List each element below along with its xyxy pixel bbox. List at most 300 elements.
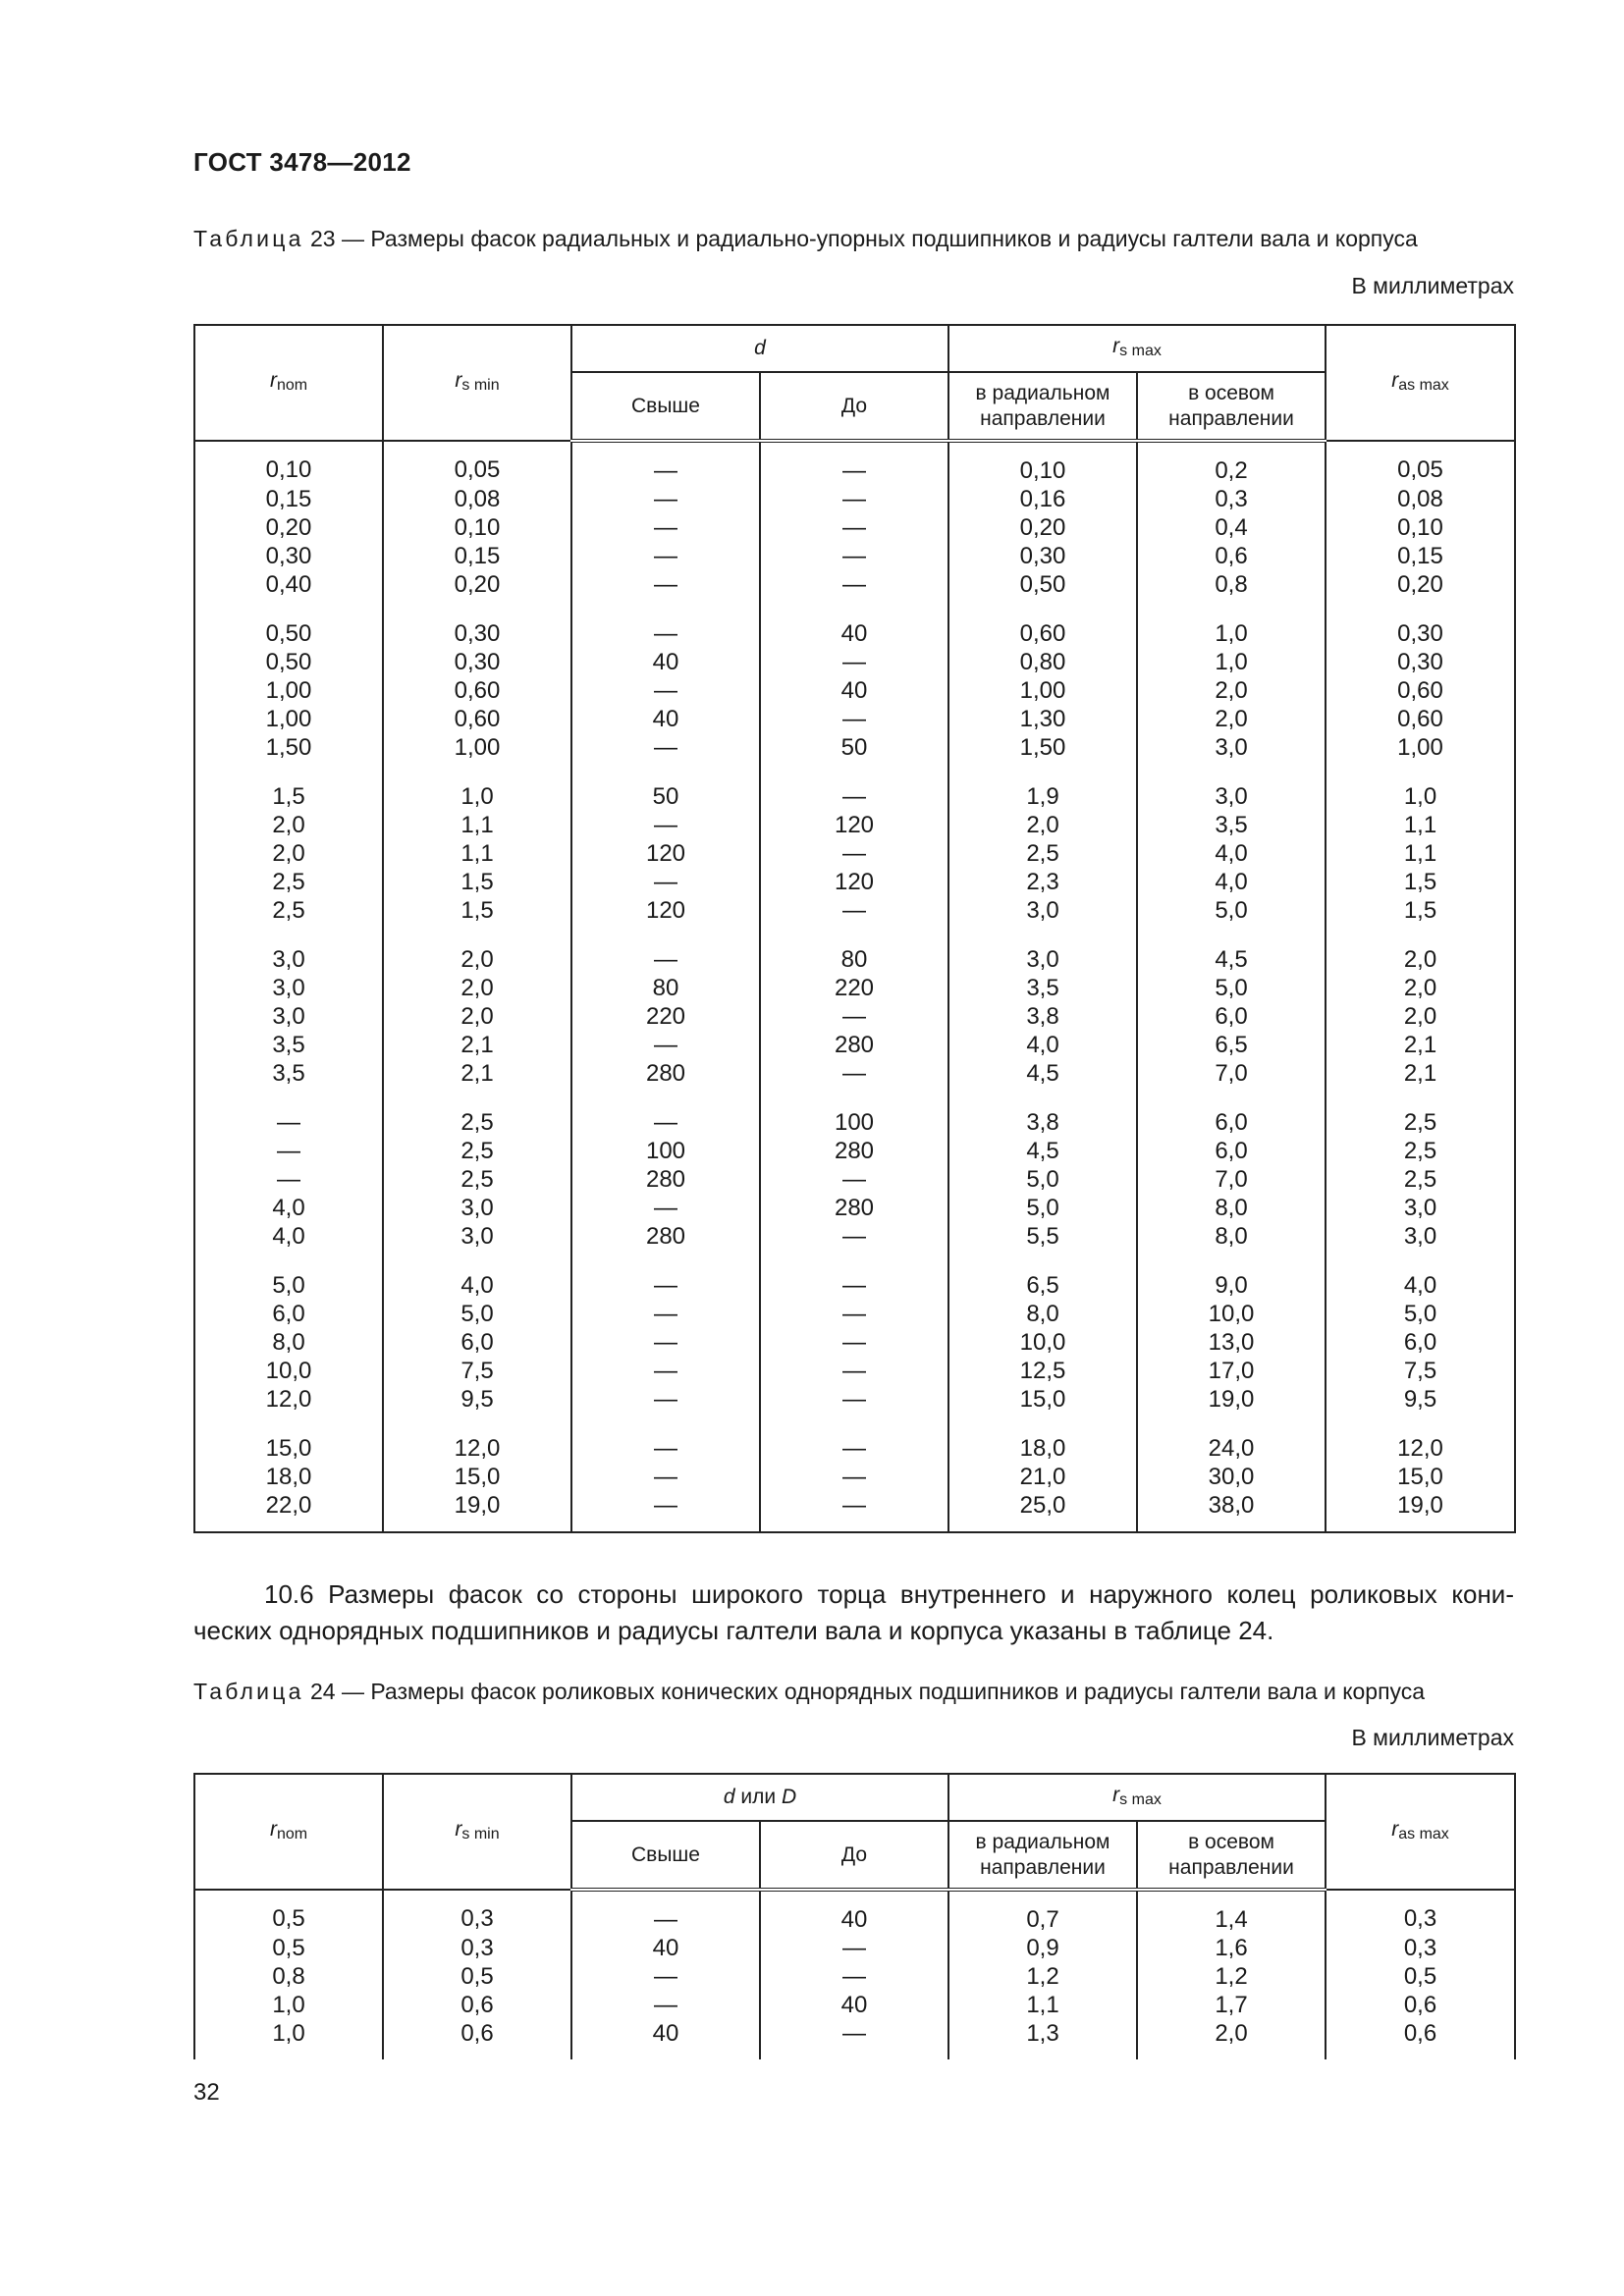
table-cell: 1,5 xyxy=(383,896,571,925)
table-cell: 3,0 xyxy=(1137,762,1326,811)
table-cell: — xyxy=(194,1137,383,1165)
table-cell: 15,0 xyxy=(383,1463,571,1491)
table-row xyxy=(194,1357,1515,1385)
table-cell: — xyxy=(571,570,760,599)
table-cell: 4,5 xyxy=(1137,925,1326,974)
table-cell: 5,5 xyxy=(948,1222,1137,1251)
table-cell: 2,5 xyxy=(383,1137,571,1165)
table-cell: 22,0 xyxy=(194,1491,383,1532)
col-header-d: d xyxy=(571,325,948,372)
table-row xyxy=(194,1463,1515,1491)
table-cell: 40 xyxy=(760,676,948,705)
table-cell: 6,0 xyxy=(1137,1002,1326,1031)
table-cell: 3,8 xyxy=(948,1002,1137,1031)
table-cell: 2,1 xyxy=(383,1031,571,1059)
table-cell: — xyxy=(571,1300,760,1328)
table-cell: 0,80 xyxy=(948,648,1137,676)
table-cell: 80 xyxy=(571,974,760,1002)
table-cell: 9,5 xyxy=(383,1385,571,1414)
table-cell: 1,4 xyxy=(1137,1890,1326,1934)
table-cell: — xyxy=(760,1463,948,1491)
table-cell: — xyxy=(760,705,948,733)
table-row xyxy=(194,1962,1515,1991)
table-cell: 1,0 xyxy=(194,2019,383,2059)
table-row xyxy=(194,896,1515,925)
table-cell: 4,0 xyxy=(194,1194,383,1222)
table-cell: 0,6 xyxy=(1326,1991,1515,2019)
table-cell: 0,5 xyxy=(194,1890,383,1934)
table-cell: 3,0 xyxy=(383,1222,571,1251)
table-cell: 0,08 xyxy=(383,485,571,513)
table-cell: — xyxy=(760,542,948,570)
table-cell: 0,3 xyxy=(1326,1934,1515,1962)
table-cell: 25,0 xyxy=(948,1491,1137,1532)
table-cell: 0,3 xyxy=(1137,485,1326,513)
table-cell: 0,3 xyxy=(383,1934,571,1962)
table-cell: 12,0 xyxy=(194,1385,383,1414)
table-cell: 6,0 xyxy=(1137,1088,1326,1137)
table-cell: 50 xyxy=(571,762,760,811)
table-cell: 15,0 xyxy=(948,1385,1137,1414)
table-cell: 1,2 xyxy=(948,1962,1137,1991)
table-cell: 120 xyxy=(571,896,760,925)
table-row xyxy=(194,485,1515,513)
table-cell: 40 xyxy=(760,599,948,648)
table-cell: 2,0 xyxy=(1137,676,1326,705)
table-cell: 1,00 xyxy=(194,676,383,705)
table-cell: — xyxy=(760,1357,948,1385)
table-cell: 5,0 xyxy=(1137,974,1326,1002)
paragraph-10-6 xyxy=(193,1576,1514,1649)
table-cell: 0,15 xyxy=(194,485,383,513)
table-cell: 0,6 xyxy=(383,2019,571,2059)
table-cell: — xyxy=(760,1165,948,1194)
table-row xyxy=(194,1165,1515,1194)
table-cell: — xyxy=(571,1491,760,1532)
table-cell: 2,1 xyxy=(383,1059,571,1088)
table-row xyxy=(194,513,1515,542)
table-cell: 0,60 xyxy=(948,599,1137,648)
table-cell: 2,3 xyxy=(948,868,1137,896)
table-cell: — xyxy=(571,1194,760,1222)
table-cell: 9,5 xyxy=(1326,1385,1515,1414)
page-number: 32 xyxy=(193,2079,220,2106)
table-23 xyxy=(193,324,1516,1533)
table-cell: 4,0 xyxy=(1326,1251,1515,1300)
table-row xyxy=(194,1328,1515,1357)
table-cell: 7,0 xyxy=(1137,1165,1326,1194)
table-cell: 0,2 xyxy=(1137,441,1326,485)
table-cell: 2,5 xyxy=(383,1088,571,1137)
table-cell: 0,50 xyxy=(948,570,1137,599)
table-row xyxy=(194,1991,1515,2019)
table-cell: — xyxy=(571,733,760,762)
table-cell: — xyxy=(760,1300,948,1328)
table-cell: 10,0 xyxy=(1137,1300,1326,1328)
table-caption-prefix: Таблица xyxy=(193,1679,304,1704)
table-cell: 12,0 xyxy=(1326,1414,1515,1463)
table-cell: 0,10 xyxy=(383,513,571,542)
table-cell: — xyxy=(760,839,948,868)
table-cell: 0,60 xyxy=(383,705,571,733)
table-cell: 0,20 xyxy=(383,570,571,599)
table-cell: 2,5 xyxy=(948,839,1137,868)
table-cell: — xyxy=(760,896,948,925)
table-cell: 0,30 xyxy=(194,542,383,570)
table-cell: 1,0 xyxy=(383,762,571,811)
table-cell: 1,5 xyxy=(383,868,571,896)
table-cell: — xyxy=(571,1357,760,1385)
table-cell: — xyxy=(760,441,948,485)
table-cell: 120 xyxy=(760,868,948,896)
table-cell: 2,1 xyxy=(1326,1031,1515,1059)
col-header-to: До xyxy=(760,1821,948,1890)
table-row xyxy=(194,2019,1515,2059)
table-cell: 5,0 xyxy=(948,1194,1137,1222)
table-cell: — xyxy=(760,1002,948,1031)
table-cell: 0,60 xyxy=(1326,676,1515,705)
table-cell: 40 xyxy=(571,705,760,733)
table-cell: 2,5 xyxy=(194,868,383,896)
table-cell: 100 xyxy=(760,1088,948,1137)
col-header-radial: в радиальном направлении xyxy=(948,372,1137,441)
table-cell: 12,0 xyxy=(383,1414,571,1463)
paragraph-line: ческих однорядных подшипников и радиусы галтели вала и корпуса указаны в таблице 24. xyxy=(193,1616,1274,1645)
table-cell: 40 xyxy=(571,648,760,676)
col-header-over: Свыше xyxy=(571,1821,760,1890)
table-cell: 220 xyxy=(571,1002,760,1031)
table-cell: 1,30 xyxy=(948,705,1137,733)
table-cell: 0,15 xyxy=(383,542,571,570)
table-cell: — xyxy=(760,1491,948,1532)
table-cell: 4,5 xyxy=(948,1059,1137,1088)
table-cell: 1,1 xyxy=(1326,839,1515,868)
table-cell: 30,0 xyxy=(1137,1463,1326,1491)
table-row xyxy=(194,441,1515,485)
table-cell: 5,0 xyxy=(1326,1300,1515,1328)
table-cell: 7,5 xyxy=(1326,1357,1515,1385)
table-row xyxy=(194,925,1515,974)
table-cell: — xyxy=(760,513,948,542)
table-cell: 8,0 xyxy=(948,1300,1137,1328)
table-cell: — xyxy=(760,1222,948,1251)
table-row xyxy=(194,705,1515,733)
table-24-body xyxy=(194,1890,1515,2059)
table-cell: 3,8 xyxy=(948,1088,1137,1137)
table-cell: — xyxy=(760,1251,948,1300)
table-cell: — xyxy=(760,1962,948,1991)
table-row xyxy=(194,762,1515,811)
table-cell: 0,8 xyxy=(194,1962,383,1991)
table-cell: — xyxy=(571,542,760,570)
table-cell: 0,60 xyxy=(1326,705,1515,733)
table-cell: 0,3 xyxy=(1326,1890,1515,1934)
table-cell: 40 xyxy=(760,1890,948,1934)
table-cell: 0,5 xyxy=(1326,1962,1515,1991)
table-cell: 0,10 xyxy=(194,441,383,485)
table-cell: 21,0 xyxy=(948,1463,1137,1491)
table-cell: 50 xyxy=(760,733,948,762)
table-cell: 8,0 xyxy=(1137,1194,1326,1222)
table-cell: 280 xyxy=(571,1222,760,1251)
table-cell: 2,0 xyxy=(1326,974,1515,1002)
table-cell: 3,0 xyxy=(948,925,1137,974)
table-cell: 0,9 xyxy=(948,1934,1137,1962)
table-row xyxy=(194,1251,1515,1300)
table-cell: 19,0 xyxy=(383,1491,571,1532)
table-cell: 4,0 xyxy=(383,1251,571,1300)
table-cell: 120 xyxy=(760,811,948,839)
table-23-caption xyxy=(193,226,1514,252)
table-caption-text: 23 — Размеры фасок радиальных и радиально-упорных подшипников и радиусы галтели вала и корпуса xyxy=(303,226,1418,251)
table-23-body xyxy=(194,441,1515,1532)
document-id: ГОСТ 3478—2012 xyxy=(193,147,411,177)
table-cell: 4,0 xyxy=(1137,839,1326,868)
table-cell: 2,0 xyxy=(194,839,383,868)
table-cell: 2,0 xyxy=(383,1002,571,1031)
table-row xyxy=(194,1890,1515,1934)
table-cell: — xyxy=(571,1328,760,1357)
table-cell: 280 xyxy=(571,1059,760,1088)
table-cell: 1,50 xyxy=(948,733,1137,762)
table-cell: 3,0 xyxy=(194,1002,383,1031)
table-cell: 0,4 xyxy=(1137,513,1326,542)
table-cell: — xyxy=(571,485,760,513)
table-cell: 13,0 xyxy=(1137,1328,1326,1357)
col-header-r-nom: rnom xyxy=(194,1774,383,1890)
table-cell: — xyxy=(571,1414,760,1463)
table-cell: 0,20 xyxy=(1326,570,1515,599)
table-row xyxy=(194,599,1515,648)
table-cell: 1,5 xyxy=(1326,868,1515,896)
table-cell: 280 xyxy=(760,1194,948,1222)
table-cell: 15,0 xyxy=(194,1414,383,1463)
table-cell: 2,0 xyxy=(1326,925,1515,974)
table-row xyxy=(194,1300,1515,1328)
table-row xyxy=(194,1137,1515,1165)
table-row xyxy=(194,1088,1515,1137)
table-row xyxy=(194,1194,1515,1222)
table-cell: 1,1 xyxy=(948,1991,1137,2019)
table-cell: 0,8 xyxy=(1137,570,1326,599)
table-cell: — xyxy=(760,485,948,513)
table-cell: — xyxy=(571,1251,760,1300)
table-24-units: В миллиметрах xyxy=(1351,1725,1514,1750)
paragraph-line: 10.6 Размеры фасок со стороны широкого торца внутреннего и наружного колец роликовых кони- xyxy=(264,1579,1514,1609)
table-cell: — xyxy=(760,1414,948,1463)
table-cell: 0,20 xyxy=(194,513,383,542)
table-cell: 0,20 xyxy=(948,513,1137,542)
table-cell: 10,0 xyxy=(194,1357,383,1385)
table-cell: 1,00 xyxy=(948,676,1137,705)
table-cell: 0,10 xyxy=(1326,513,1515,542)
table-cell: 4,0 xyxy=(194,1222,383,1251)
table-cell: 1,0 xyxy=(1137,648,1326,676)
col-header-r-nom: rnom xyxy=(194,325,383,441)
table-24 xyxy=(193,1773,1516,2059)
table-cell: 2,5 xyxy=(1326,1137,1515,1165)
table-cell: 15,0 xyxy=(1326,1463,1515,1491)
table-cell: — xyxy=(760,762,948,811)
table-row xyxy=(194,1031,1515,1059)
table-cell: 7,5 xyxy=(383,1357,571,1385)
table-cell: 0,5 xyxy=(194,1934,383,1962)
table-cell: 6,0 xyxy=(383,1328,571,1357)
table-cell: 0,30 xyxy=(948,542,1137,570)
table-cell: 5,0 xyxy=(194,1251,383,1300)
table-cell: 19,0 xyxy=(1137,1385,1326,1414)
table-cell: 2,5 xyxy=(1326,1165,1515,1194)
table-row xyxy=(194,542,1515,570)
table-cell: 100 xyxy=(571,1137,760,1165)
table-cell: 1,00 xyxy=(194,705,383,733)
table-cell: 0,6 xyxy=(1137,542,1326,570)
table-cell: — xyxy=(571,1031,760,1059)
table-row xyxy=(194,1059,1515,1088)
table-cell: 3,5 xyxy=(1137,811,1326,839)
table-cell: 38,0 xyxy=(1137,1491,1326,1532)
col-header-radial: в радиальном направлении xyxy=(948,1821,1137,1890)
table-24-caption xyxy=(193,1679,1514,1705)
table-cell: 1,3 xyxy=(948,2019,1137,2059)
table-cell: 2,0 xyxy=(1137,2019,1326,2059)
table-cell: 0,30 xyxy=(1326,648,1515,676)
table-cell: 0,30 xyxy=(383,599,571,648)
table-cell: — xyxy=(571,1088,760,1137)
table-cell: — xyxy=(571,811,760,839)
table-cell: 0,05 xyxy=(383,441,571,485)
table-cell: 0,7 xyxy=(948,1890,1137,1934)
table-cell: 0,40 xyxy=(194,570,383,599)
table-cell: 3,0 xyxy=(383,1194,571,1222)
table-cell: 1,2 xyxy=(1137,1962,1326,1991)
table-cell: 6,5 xyxy=(1137,1031,1326,1059)
table-cell: — xyxy=(760,648,948,676)
table-row xyxy=(194,811,1515,839)
table-cell: — xyxy=(571,441,760,485)
col-header-axial: в осевом направлении xyxy=(1137,1821,1326,1890)
table-cell: 12,5 xyxy=(948,1357,1137,1385)
table-cell: 1,0 xyxy=(194,1991,383,2019)
table-caption-text: 24 — Размеры фасок роликовых конических однорядных подшипников и радиусы галтели вала и корпуса xyxy=(303,1679,1426,1704)
table-cell: 2,0 xyxy=(383,974,571,1002)
table-cell: — xyxy=(760,570,948,599)
table-cell: 2,5 xyxy=(383,1165,571,1194)
table-cell: 0,5 xyxy=(383,1962,571,1991)
table-cell: — xyxy=(760,2019,948,2059)
table-cell: 3,0 xyxy=(1137,733,1326,762)
table-row xyxy=(194,1934,1515,1962)
table-cell: 40 xyxy=(571,1934,760,1962)
table-cell: 1,5 xyxy=(194,762,383,811)
table-cell: 3,5 xyxy=(948,974,1137,1002)
table-cell: 4,0 xyxy=(948,1031,1137,1059)
table-row xyxy=(194,733,1515,762)
table-cell: 1,6 xyxy=(1137,1934,1326,1962)
table-row xyxy=(194,570,1515,599)
table-cell: 0,30 xyxy=(383,648,571,676)
table-cell: 6,0 xyxy=(1137,1137,1326,1165)
table-cell: 5,0 xyxy=(383,1300,571,1328)
col-header-to: До xyxy=(760,372,948,441)
table-cell: 0,10 xyxy=(948,441,1137,485)
table-cell: 17,0 xyxy=(1137,1357,1326,1385)
table-cell: 3,0 xyxy=(948,896,1137,925)
table-cell: 0,60 xyxy=(383,676,571,705)
table-cell: 3,0 xyxy=(194,925,383,974)
table-cell: — xyxy=(571,1890,760,1934)
table-cell: 0,05 xyxy=(1326,441,1515,485)
table-cell: 3,5 xyxy=(194,1059,383,1088)
table-cell: 1,0 xyxy=(1326,762,1515,811)
col-header-axial: в осевом направлении xyxy=(1137,372,1326,441)
table-23-units: В миллиметрах xyxy=(1351,273,1514,298)
table-cell: — xyxy=(760,1385,948,1414)
table-cell: 0,08 xyxy=(1326,485,1515,513)
table-cell: 0,6 xyxy=(1326,2019,1515,2059)
col-header-over: Свыше xyxy=(571,372,760,441)
table-cell: 18,0 xyxy=(948,1414,1137,1463)
table-cell: 19,0 xyxy=(1326,1491,1515,1532)
table-cell: 280 xyxy=(760,1137,948,1165)
table-cell: 3,0 xyxy=(1326,1194,1515,1222)
table-row xyxy=(194,974,1515,1002)
table-cell: 40 xyxy=(760,1991,948,2019)
table-cell: — xyxy=(760,1059,948,1088)
table-row xyxy=(194,676,1515,705)
table-cell: 0,30 xyxy=(1326,599,1515,648)
table-cell: 8,0 xyxy=(1137,1222,1326,1251)
table-cell: 6,0 xyxy=(194,1300,383,1328)
col-header-rs-min: rs min xyxy=(383,325,571,441)
table-cell: 1,1 xyxy=(383,839,571,868)
table-cell: 1,7 xyxy=(1137,1991,1326,2019)
table-cell: 5,0 xyxy=(1137,896,1326,925)
table-cell: 0,50 xyxy=(194,648,383,676)
table-row xyxy=(194,1414,1515,1463)
table-cell: — xyxy=(571,513,760,542)
table-cell: 0,15 xyxy=(1326,542,1515,570)
table-caption-prefix: Таблица xyxy=(193,226,304,251)
table-cell: 3,0 xyxy=(1326,1222,1515,1251)
table-cell: 0,3 xyxy=(383,1890,571,1934)
table-cell: — xyxy=(194,1165,383,1194)
table-cell: 120 xyxy=(571,839,760,868)
table-cell: 2,0 xyxy=(1137,705,1326,733)
col-header-rs-max: rs max xyxy=(948,325,1326,372)
table-cell: 24,0 xyxy=(1137,1414,1326,1463)
table-cell: — xyxy=(194,1088,383,1137)
col-header-rs-min: rs min xyxy=(383,1774,571,1890)
table-row xyxy=(194,1222,1515,1251)
table-cell: — xyxy=(571,1385,760,1414)
table-cell: 1,9 xyxy=(948,762,1137,811)
table-cell: 0,50 xyxy=(194,599,383,648)
table-cell: 1,00 xyxy=(1326,733,1515,762)
table-cell: — xyxy=(571,1463,760,1491)
table-row xyxy=(194,1385,1515,1414)
table-cell: 1,50 xyxy=(194,733,383,762)
table-cell: 10,0 xyxy=(948,1328,1137,1357)
table-cell: 2,0 xyxy=(383,925,571,974)
table-row xyxy=(194,839,1515,868)
table-cell: — xyxy=(571,599,760,648)
table-cell: 4,5 xyxy=(948,1137,1137,1165)
table-cell: 5,0 xyxy=(948,1165,1137,1194)
table-cell: 2,0 xyxy=(948,811,1137,839)
col-header-d-or-D: d или D xyxy=(571,1774,948,1821)
table-row xyxy=(194,1002,1515,1031)
